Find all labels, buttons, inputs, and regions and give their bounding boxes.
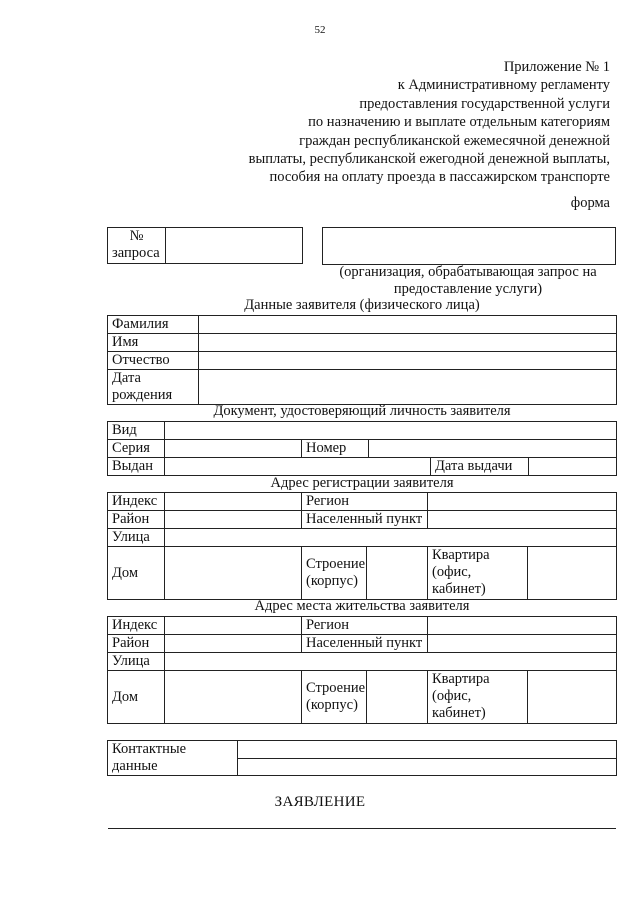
reg-district-label: Район <box>108 511 165 529</box>
reg-building-field[interactable] <box>367 547 428 600</box>
res-region-field[interactable] <box>367 617 428 635</box>
issued-by-label: Выдан <box>108 458 165 476</box>
header-line: граждан республиканской ежемесячной денежной <box>299 132 610 149</box>
reg-street-field[interactable] <box>165 529 617 547</box>
res-settlement-label: Населенный пункт <box>302 635 428 653</box>
reg-house-label: Дом <box>108 547 165 600</box>
form-label: форма <box>570 195 610 211</box>
request-number-label: № запроса <box>108 228 166 264</box>
patronymic-label: Отчество <box>108 352 199 370</box>
request-number-table <box>107 227 303 264</box>
series-field[interactable] <box>165 440 302 458</box>
reg-index-field[interactable] <box>165 493 302 511</box>
contacts-label: Контактные данные <box>108 741 238 776</box>
organization-caption: (организация, обрабатывающая запрос на предоставление услуги) <box>339 264 597 297</box>
header-line: пособия на оплату проезда в пассажирском транспорте <box>269 169 610 186</box>
issued-by-field[interactable] <box>165 458 431 476</box>
document-type-label: Вид <box>108 422 165 440</box>
res-index-field[interactable] <box>165 617 302 635</box>
res-district-label: Район <box>108 635 165 653</box>
surname-label: Фамилия <box>108 316 199 334</box>
reg-index-label: Индекс <box>108 493 165 511</box>
header-line: предоставления государственной услуги <box>359 95 610 112</box>
res-building-label: Строение (корпус) <box>302 671 367 724</box>
reg-settlement-field[interactable] <box>428 511 617 529</box>
reg-building-label: Строение (корпус) <box>302 547 367 600</box>
reg-apartment-label: Квартира (офис, кабинет) <box>428 547 528 600</box>
reg-region-field[interactable] <box>367 493 428 511</box>
registration-address-title: Адрес регистрации заявителя <box>270 475 454 491</box>
reg-street-label: Улица <box>108 529 165 547</box>
res-region-label: Регион <box>302 617 367 635</box>
residence-address-title: Адрес места жительства заявителя <box>254 598 470 614</box>
patronymic-field[interactable] <box>199 352 617 370</box>
document-type-field[interactable] <box>165 422 617 440</box>
res-index-label: Индекс <box>108 617 165 635</box>
reg-district-field[interactable] <box>165 511 302 529</box>
registration-address-table <box>107 492 617 600</box>
identity-document-table <box>107 421 617 476</box>
header-line: по назначению и выплате отдельным категориям <box>308 114 610 131</box>
request-number-field[interactable] <box>166 228 303 264</box>
contacts-field-1[interactable] <box>238 741 617 759</box>
applicant-table <box>107 315 617 405</box>
residence-address-table <box>107 616 617 724</box>
reg-house-field[interactable] <box>165 547 302 600</box>
res-street-field[interactable] <box>165 653 617 671</box>
res-building-field[interactable] <box>367 671 428 724</box>
name-field[interactable] <box>199 334 617 352</box>
issue-date-field[interactable] <box>529 458 617 476</box>
applicant-section-title: Данные заявителя (физического лица) <box>244 297 480 313</box>
document-header <box>249 58 610 187</box>
statement-text-line[interactable] <box>108 828 616 829</box>
number-label: Номер <box>302 440 369 458</box>
contacts-field-2[interactable] <box>238 758 617 776</box>
contacts-table <box>107 740 617 776</box>
birth-date-label: Дата рождения <box>108 370 199 405</box>
header-line: к Административному регламенту <box>397 77 610 94</box>
issue-date-label: Дата выдачи <box>431 458 529 476</box>
res-house-field[interactable] <box>165 671 302 724</box>
res-apartment-label: Квартира (офис, кабинет) <box>428 671 528 724</box>
header-line: Приложение № 1 <box>503 59 610 75</box>
res-house-label: Дом <box>108 671 165 724</box>
name-label: Имя <box>108 334 199 352</box>
res-street-label: Улица <box>108 653 165 671</box>
document-section-title: Документ, удостоверяющий личность заявителя <box>213 403 511 419</box>
reg-apartment-field[interactable] <box>528 547 617 600</box>
res-settlement-field[interactable] <box>428 635 617 653</box>
reg-settlement-label: Населенный пункт <box>302 511 428 529</box>
res-district-field[interactable] <box>165 635 302 653</box>
res-apartment-field[interactable] <box>528 671 617 724</box>
series-label: Серия <box>108 440 165 458</box>
page-number: 52 <box>314 24 326 36</box>
reg-region-label: Регион <box>302 493 367 511</box>
statement-title: ЗАЯВЛЕНИЕ <box>274 794 366 810</box>
organization-field[interactable] <box>322 227 616 265</box>
number-field[interactable] <box>369 440 617 458</box>
birth-date-field[interactable] <box>199 370 617 405</box>
header-line: выплаты, республиканской ежегодной денежной выплаты, <box>248 151 610 168</box>
res-region-field-ext[interactable] <box>428 617 617 635</box>
reg-region-field-ext[interactable] <box>428 493 617 511</box>
surname-field[interactable] <box>199 316 617 334</box>
